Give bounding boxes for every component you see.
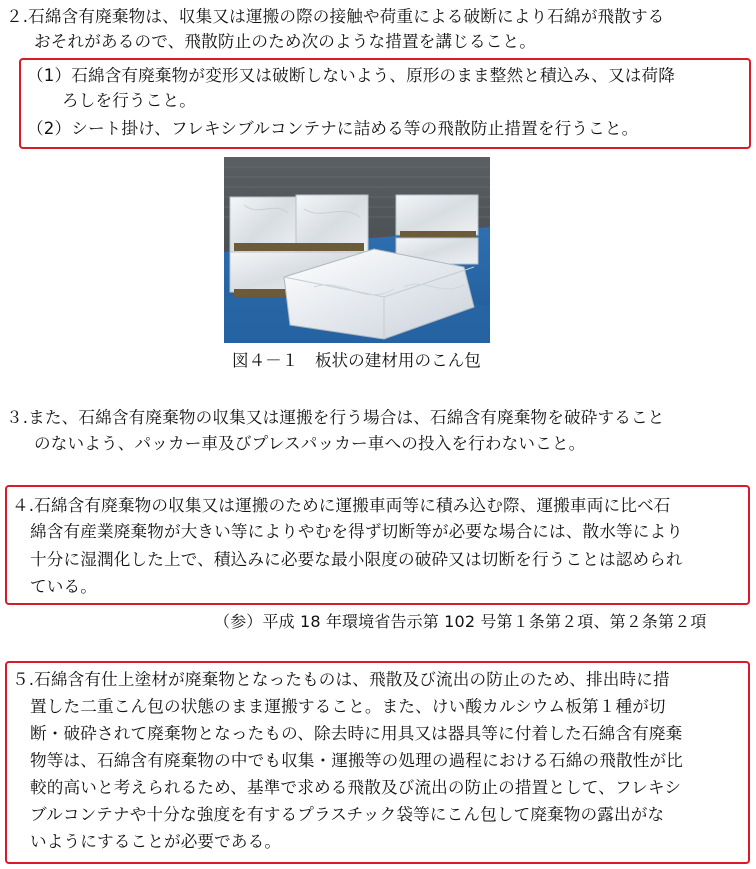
section4-line-2: 綿含有産業廃棄物が大きい等によりやむを得ず切断等が必要な場合には、散水等により — [30, 522, 684, 541]
section5-line-2: 置した二重こん包の状態のまま運搬すること。また、けい酸カルシウム板第１種が切 — [30, 697, 666, 716]
section5-line-3: 断・破砕されて廃棄物となったもの、除去時に用具又は器具等に付着した石綿含有廃棄 — [30, 724, 683, 743]
section3-line-2: のないよう、パッカー車及びプレスパッカー車への投入を行わないこと。 — [34, 434, 586, 453]
section2-line-2: おそれがあるので、飛散防止のため次のような措置を講じること。 — [34, 32, 536, 51]
section4-line-1: ４.石綿含有廃棄物の収集又は運搬のために運搬車両等に積み込む際、運搬車両に比べ石 — [12, 496, 671, 515]
figure-caption: 図４－１ 板状の建材用のこん包 — [232, 351, 481, 370]
measure-item-2: （2）シート掛け、フレキシブルコンテナに詰める等の飛散防止措置を行うこと。 — [27, 119, 639, 138]
section2-line-1: ２.石綿含有廃棄物は、収集又は運搬の際の接触や荷重による破断により石綿が飛散する — [6, 7, 665, 26]
section3-line-1: ３.また、石綿含有廃棄物の収集又は運搬を行う場合は、石綿含有廃棄物を破砕すること — [6, 408, 665, 427]
packaged-building-material-photo — [224, 157, 490, 343]
legal-reference: （参）平成 18 年環境省告示第 102 号第１条第２項、第２条第２項 — [214, 612, 707, 631]
section5-line-4: 物等は、石綿含有廃棄物の中でも収集・運搬等の処理の過程における石綿の飛散性が比 — [30, 751, 684, 770]
measure-item-1-line-2: ろしを行うこと。 — [62, 91, 196, 110]
section5-line-1: ５.石綿含有仕上塗材が廃棄物となったものは、飛散及び流出の防止のため、排出時に措 — [12, 670, 670, 689]
section5-line-7: いようにすることが必要である。 — [30, 832, 282, 851]
section5-line-6: ブルコンテナや十分な強度を有するプラスチック袋等にこん包して廃棄物の露出がな — [30, 805, 665, 824]
measure-item-1-line-1: （1）石綿含有廃棄物が変形又は破断しないよう、原形のまま整然と積込み、又は荷降 — [27, 66, 675, 85]
section4-line-3: 十分に湿潤化した上で、積込みに必要な最小限度の破砕又は切断を行うことは認められ — [30, 550, 683, 569]
section4-line-4: ている。 — [30, 577, 97, 596]
section5-line-5: 較的高いと考えられるため、基準で求める飛散及び流出の防止の措置として、フレキシ — [30, 778, 682, 797]
